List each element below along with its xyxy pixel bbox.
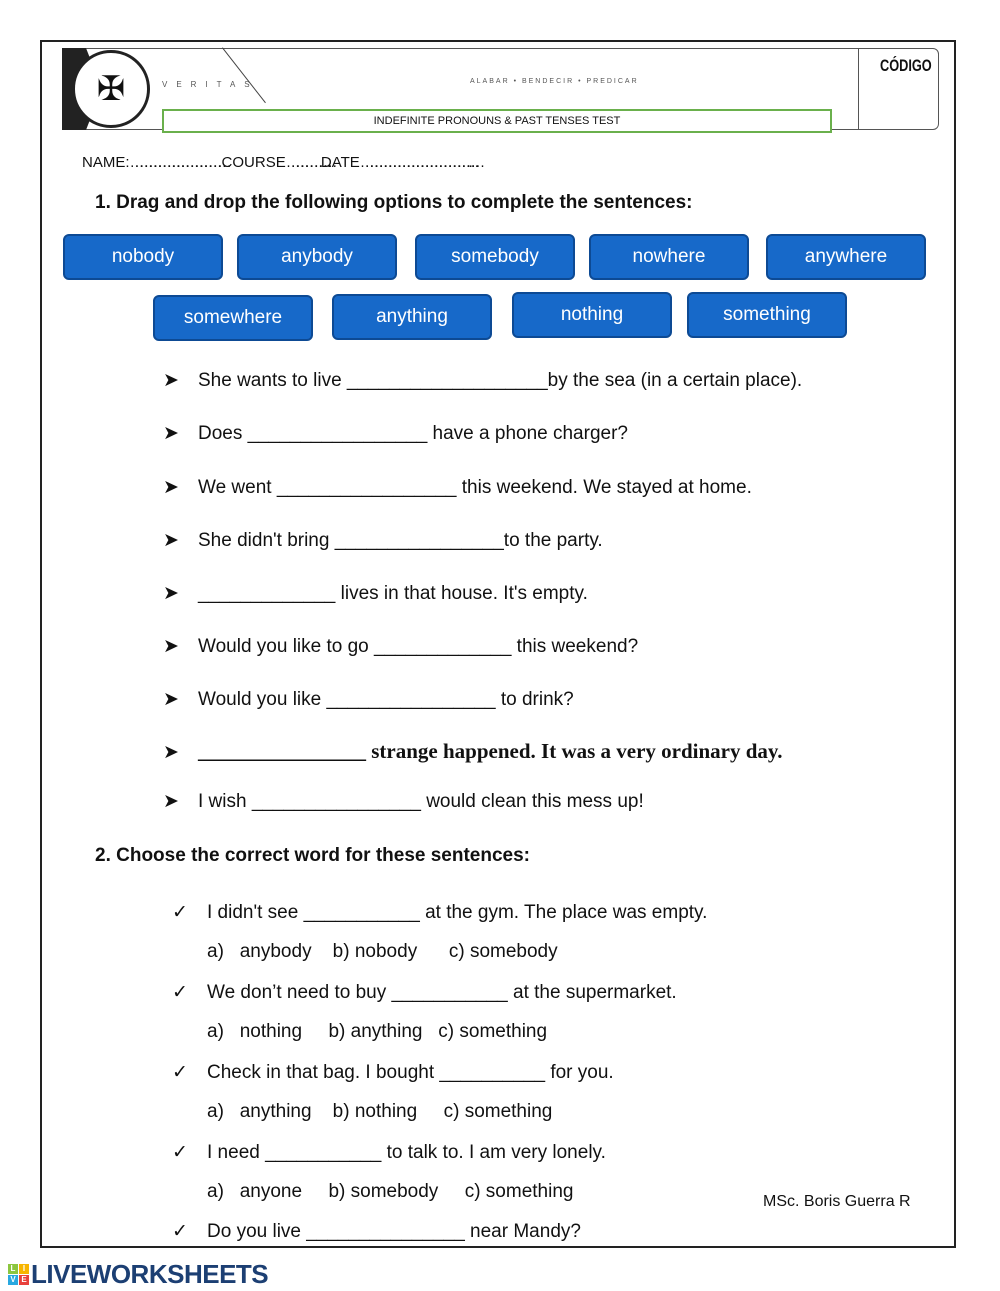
arrow-bullet-icon: ➤ [163,791,179,812]
sentence [163,369,802,392]
question [172,1220,581,1243]
option-button[interactable]: somebody [415,234,575,280]
answer-options[interactable]: a) nothing b) anything c) something [207,1021,548,1042]
veritas-text: VERITAS [162,80,259,89]
codigo-label: CÓDIGO [880,56,932,75]
field-label: NAME: [82,154,130,171]
arrow-bullet-icon: ➤ [163,742,179,763]
question [172,981,677,1004]
answer-options[interactable]: a) anything b) nothing c) something [207,1101,553,1122]
arrow-bullet-icon: ➤ [163,423,179,444]
field-label: COURSE [221,154,286,171]
sentence-text[interactable]: Would you like to go _____________ this weekend? [198,636,639,657]
logo-letter: L [8,1264,18,1274]
sentence-text[interactable]: I wish ________________ would clean this mess up! [198,791,644,812]
arrow-bullet-icon: ➤ [163,370,179,391]
sentence [163,422,628,445]
arrow-bullet-icon: ➤ [163,583,179,604]
section1-heading: 1. Drag and drop the following options to complete the sentences: [95,192,693,213]
sentence-text[interactable]: ________________ strange happened. It was a very ordinary day. [198,739,783,763]
sentence-text[interactable]: She didn't bring ________________to the party. [198,530,603,551]
student-fields [82,154,462,171]
question [172,1141,606,1164]
motto: ALABAR • BENDECIR • PREDICAR [470,78,639,85]
option-button[interactable]: anywhere [766,234,926,280]
option-button[interactable]: somewhere [153,295,313,341]
sentence [163,739,783,764]
logo-letter: I [19,1264,29,1274]
arrow-bullet-icon: ➤ [163,530,179,551]
answer-options[interactable]: a) anyone b) somebody c) something [207,1181,574,1202]
logo-icon [8,1264,29,1285]
check-bullet-icon: ✓ [172,902,188,923]
dot-leader: ………………………………………………………………….. [359,154,463,171]
check-bullet-icon: ✓ [172,982,188,1003]
question-text[interactable]: Check in that bag. I bought __________ for you. [207,1062,614,1083]
option-button[interactable]: something [687,292,847,338]
option-button[interactable]: anybody [237,234,397,280]
liveworksheets-logo[interactable] [8,1259,268,1290]
question-text[interactable]: I didn't see ___________ at the gym. The place was empty. [207,902,708,923]
dot-leader: ………………………. [285,154,321,171]
option-button[interactable]: nowhere [589,234,749,280]
arrow-bullet-icon: ➤ [163,477,179,498]
check-bullet-icon: ✓ [172,1221,188,1242]
sentence [163,476,752,499]
arrow-bullet-icon: ➤ [163,636,179,657]
dot-leader: …………………………………………………… [129,154,222,171]
sentence-text[interactable]: She wants to live ___________________by the sea (in a certain place). [198,370,803,391]
answer-options[interactable]: a) anybody b) nobody c) somebody [207,941,558,962]
sentence-text[interactable]: _____________ lives in that house. It's empty. [198,583,588,604]
divider [858,48,859,130]
question [172,1061,614,1084]
sentence [163,790,644,813]
field-label: DATE [320,154,360,171]
sentence [163,529,603,552]
check-bullet-icon: ✓ [172,1062,188,1083]
option-button[interactable]: anything [332,294,492,340]
author: MSc. Boris Guerra R [763,1193,911,1210]
check-bullet-icon: ✓ [172,1142,188,1163]
question-text[interactable]: We don’t need to buy ___________ at the supermarket. [207,982,677,1003]
question [172,901,707,924]
logo-letter: E [19,1275,29,1285]
option-button[interactable]: nobody [63,234,223,280]
option-button[interactable]: nothing [512,292,672,338]
school-seal-icon: ✠ [72,50,150,128]
test-title: INDEFINITE PRONOUNS & PAST TENSES TEST [162,109,832,133]
sentence-text[interactable]: Would you like ________________ to drink? [198,689,574,710]
question-text[interactable]: Do you live _______________ near Mandy? [207,1221,581,1242]
logo-text: LIVEWORKSHEETS [31,1259,269,1289]
sentence-text[interactable]: We went _________________ this weekend. We stayed at home. [198,477,752,498]
logo-letter: V [8,1275,18,1285]
question-text[interactable]: I need ___________ to talk to. I am very lonely. [207,1142,606,1163]
sentence [163,688,574,711]
arrow-bullet-icon: ➤ [163,689,179,710]
section2-heading: 2. Choose the correct word for these sentences: [95,845,531,866]
sentence [163,582,588,605]
sentence-text[interactable]: Does _________________ have a phone charger? [198,423,628,444]
sentence [163,635,638,658]
